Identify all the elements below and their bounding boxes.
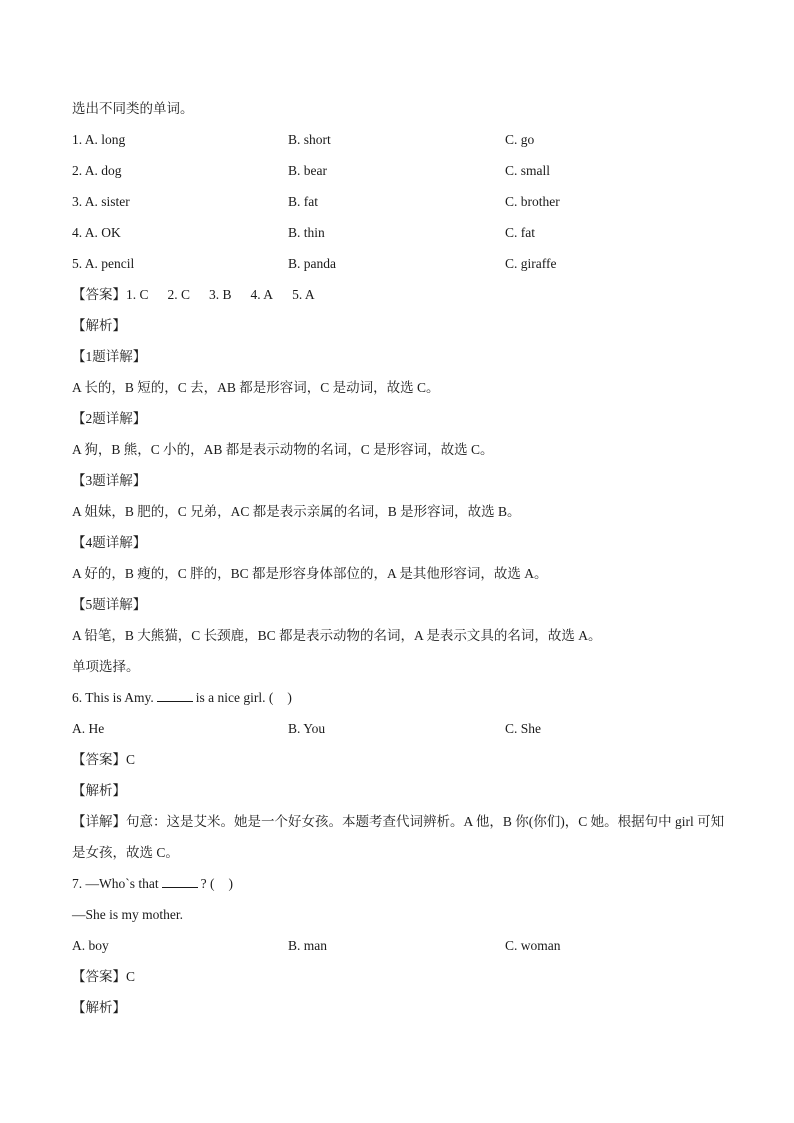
stem-text: ? ( (200, 876, 215, 891)
stem-text: 7. —Who`s that (72, 876, 159, 891)
option-b: B. fat (288, 194, 318, 209)
option-c: C. giraffe (505, 256, 557, 271)
detail-paragraph (72, 806, 732, 868)
detail-title: 【3题详解】 (72, 473, 147, 488)
option-c: C. woman (505, 938, 561, 953)
option-c: C. small (505, 163, 551, 178)
option-c: C. go (505, 132, 535, 147)
answer-tag: 【答案】 (72, 287, 126, 302)
option-b: B. panda (288, 256, 336, 271)
analysis-tag: 【解析】 (72, 783, 126, 798)
detail-text: A 铅笔，B 大熊猫，C 长颈鹿，BC 都是表示动物的名词，A 是表示文具的名词，故选 A。 (72, 628, 602, 643)
analysis-tag: 【解析】 (72, 318, 126, 333)
answer-value: C (126, 969, 136, 984)
question-row (72, 124, 732, 155)
section-heading: 选出不同类的单词。 (72, 101, 194, 116)
paren-close: ) (228, 876, 233, 891)
option-c: C. fat (505, 225, 535, 240)
detail-title: 【4题详解】 (72, 535, 147, 550)
detail-text: A 姐妹，B 肥的，C 兄弟，AC 都是表示亲属的名词，B 是形容词，故选 B。 (72, 504, 521, 519)
detail-text: A 狗，B 熊，C 小的，AB 都是表示动物的名词，C 是形容词，故选 C。 (72, 442, 494, 457)
answer-blank (157, 689, 193, 702)
stem-text: is a nice girl. ( (195, 690, 274, 705)
option-b: B. bear (288, 163, 327, 178)
answer-line (72, 961, 732, 992)
detail-tag: 【详解】 (72, 814, 126, 829)
question-stem (72, 868, 732, 899)
option-b: B. man (288, 938, 327, 953)
detail-text: A 长的，B 短的，C 去，AB 都是形容词，C 是动词，故选 C。 (72, 380, 440, 395)
answer-line (72, 744, 732, 775)
detail-text: A 好的，B 瘦的，C 胖的，BC 都是形容身体部位的，A 是其他形容词，故选 A。 (72, 566, 548, 581)
answer-item: 3. B (209, 287, 232, 302)
section-heading: 单项选择。 (72, 659, 140, 674)
option-a: 2. A. dog (72, 163, 122, 178)
paren-close: ) (287, 690, 292, 705)
option-a: 1. A. long (72, 132, 126, 147)
detail-title: 【2题详解】 (72, 411, 147, 426)
document-page (72, 93, 732, 1023)
answer-item: 4. A (250, 287, 274, 302)
answer-tag: 【答案】 (72, 752, 126, 767)
detail-text: 句意：这是艾米。她是一个好女孩。本题考查代词辨析。A 他，B 你(你们)，C 她。根据句中 girl 可知是女孩，故选 C。 (72, 814, 725, 860)
question-row (72, 155, 732, 186)
option-a: 3. A. sister (72, 194, 130, 209)
option-a: A. He (72, 721, 105, 736)
option-a: 5. A. pencil (72, 256, 135, 271)
question-row (72, 186, 732, 217)
question-stem (72, 682, 732, 713)
option-b: B. short (288, 132, 331, 147)
dialogue-reply: —She is my mother. (72, 907, 183, 922)
option-a: 4. A. OK (72, 225, 121, 240)
answer-item: 1. C (126, 287, 149, 302)
answer-item: 5. A (292, 287, 315, 302)
answer-blank (162, 875, 198, 888)
answer-line (72, 279, 732, 310)
stem-text: 6. This is Amy. (72, 690, 154, 705)
option-b: B. thin (288, 225, 325, 240)
detail-title: 【5题详解】 (72, 597, 147, 612)
answer-value: C (126, 752, 136, 767)
question-row (72, 713, 732, 744)
detail-title: 【1题详解】 (72, 349, 147, 364)
question-row (72, 248, 732, 279)
option-c: C. She (505, 721, 542, 736)
answer-item: 2. C (167, 287, 191, 302)
answer-tag: 【答案】 (72, 969, 126, 984)
option-a: A. boy (72, 938, 109, 953)
analysis-tag: 【解析】 (72, 1000, 126, 1015)
question-row (72, 930, 732, 961)
option-b: B. You (288, 721, 326, 736)
question-row (72, 217, 732, 248)
option-c: C. brother (505, 194, 560, 209)
